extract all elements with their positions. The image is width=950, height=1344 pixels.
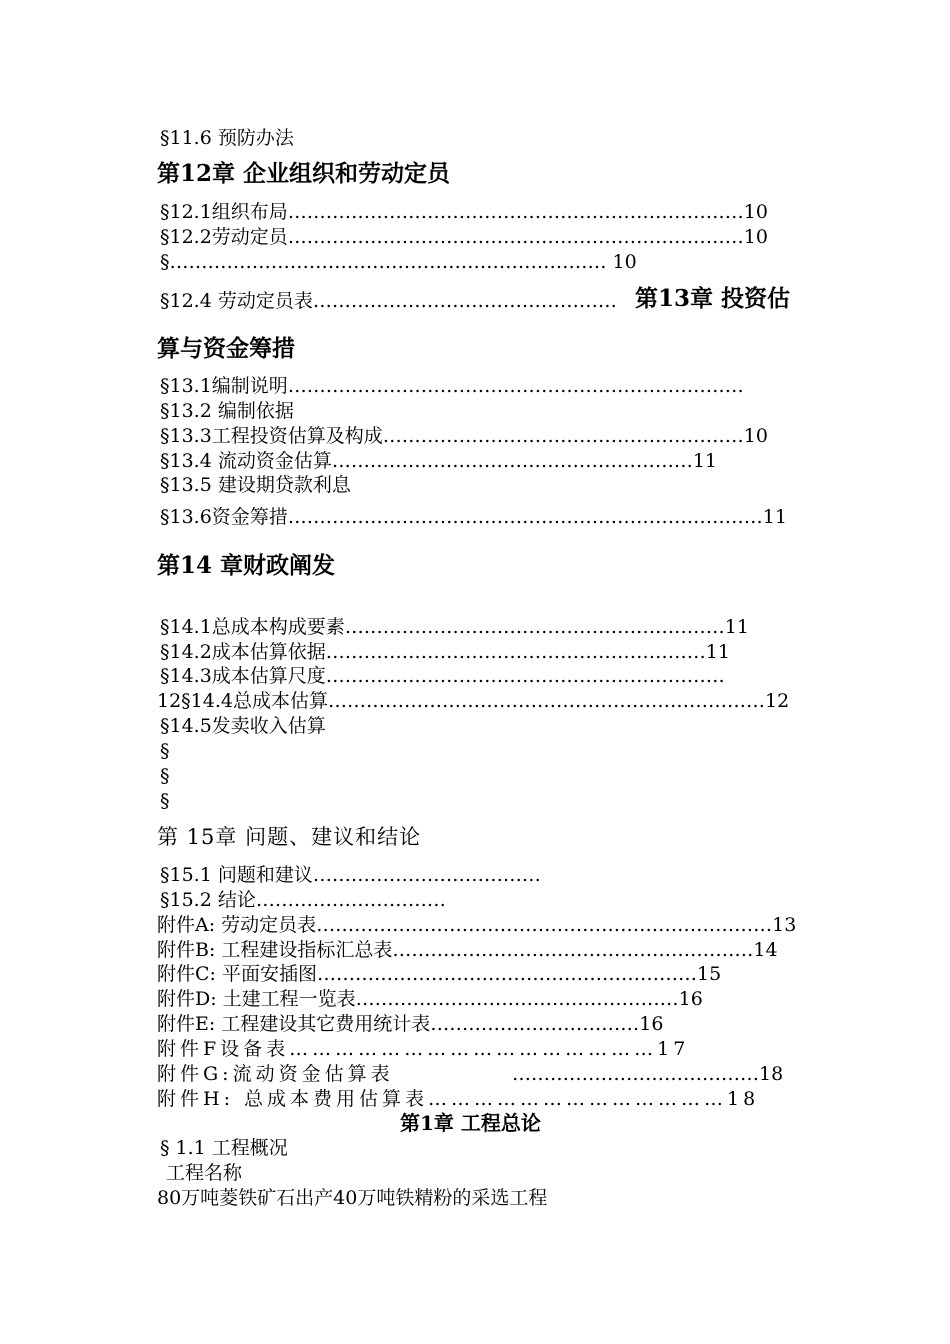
toc-entry-12-1: §12.1组织布局………………………………………………………………10 xyxy=(160,201,768,223)
toc-entry-13-4: §13.4 流动资金估算…………………………………………………11 xyxy=(160,450,718,472)
toc-entry-14-4: 12§14.4总成本估算……………………………………………………………12 xyxy=(157,690,790,712)
project-name-label: 工程名称 xyxy=(166,1162,243,1184)
appendix-a: 附件A: 劳动定员表………………………………………………………………13 xyxy=(157,914,797,936)
toc-entry-13-2: §13.2 编制依据 xyxy=(160,400,294,422)
chapter-13-heading-part2: 算与资金筹措 xyxy=(157,335,295,362)
toc-entry-12-3: §…………………………………………………………… 10 xyxy=(160,251,637,273)
appendix-g-leader: …………………………………18 xyxy=(512,1063,784,1085)
appendix-c: 附件C: 平面安插图……………………………………………………15 xyxy=(157,963,722,985)
toc-entry-11-6: §11.6 预防办法 xyxy=(160,127,294,149)
toc-entry-13-6: §13.6资金筹措…………………………………………………………………11 xyxy=(160,506,787,528)
toc-entry-15-1: §15.1 问题和建议……………………………… xyxy=(160,864,541,886)
toc-entry-14-6: § xyxy=(160,740,170,762)
toc-entry-14-8: § xyxy=(160,790,170,812)
toc-entry-14-1: §14.1总成本构成要素……………………………………………………11 xyxy=(160,616,749,638)
toc-entry-14-5: §14.5发卖收入估算 xyxy=(160,715,326,737)
chapter-12-heading: 第12章 企业组织和劳动定员 xyxy=(157,160,451,187)
section-1-1: § 1.1 工程概况 xyxy=(160,1137,288,1159)
toc-entry-13-5: §13.5 建设期贷款利息 xyxy=(160,474,351,496)
project-name-value: 80万吨菱铁矿石出产40万吨铁精粉的采选工程 xyxy=(157,1187,548,1209)
toc-entry-13-1: §13.1编制说明……………………………………………………………… xyxy=(160,375,744,397)
chapter-1-heading: 第1章 工程总论 xyxy=(400,1111,541,1135)
toc-entry-14-3: §14.3成本估算尺度……………………………………………………… xyxy=(160,665,725,687)
toc-entry-12-2: §12.2劳动定员………………………………………………………………10 xyxy=(160,226,768,248)
toc-entry-14-7: § xyxy=(160,765,170,787)
chapter-14-heading: 第14 章财政阐发 xyxy=(157,552,336,579)
appendix-f: 附件F设备表…………………………………………17 xyxy=(157,1038,690,1060)
toc-entry-15-2: §15.2 结论………………………… xyxy=(160,889,446,911)
appendix-e: 附件E: 工程建设其它费用统计表……………………………16 xyxy=(157,1013,664,1035)
toc-entry-14-2: §14.2成本估算依据……………………………………………………11 xyxy=(160,641,730,663)
appendix-d: 附件D: 土建工程一览表……………………………………………16 xyxy=(157,988,703,1010)
toc-entry-13-3: §13.3工程投资估算及构成…………………………………………………10 xyxy=(160,425,768,447)
appendix-h: 附件H: 总成本费用估算表…………………………………18 xyxy=(157,1088,760,1110)
appendix-g: 附件G:流动资金估算表 xyxy=(157,1063,394,1085)
appendix-b: 附件B: 工程建设指标汇总表…………………………………………………14 xyxy=(157,939,778,961)
chapter-15-heading: 第 15章 问题、建议和结论 xyxy=(157,825,422,849)
toc-entry-12-4: §12.4 劳动定员表………………………………………… xyxy=(160,290,617,312)
chapter-13-heading-part1: 第13章 投资估 xyxy=(635,285,791,312)
